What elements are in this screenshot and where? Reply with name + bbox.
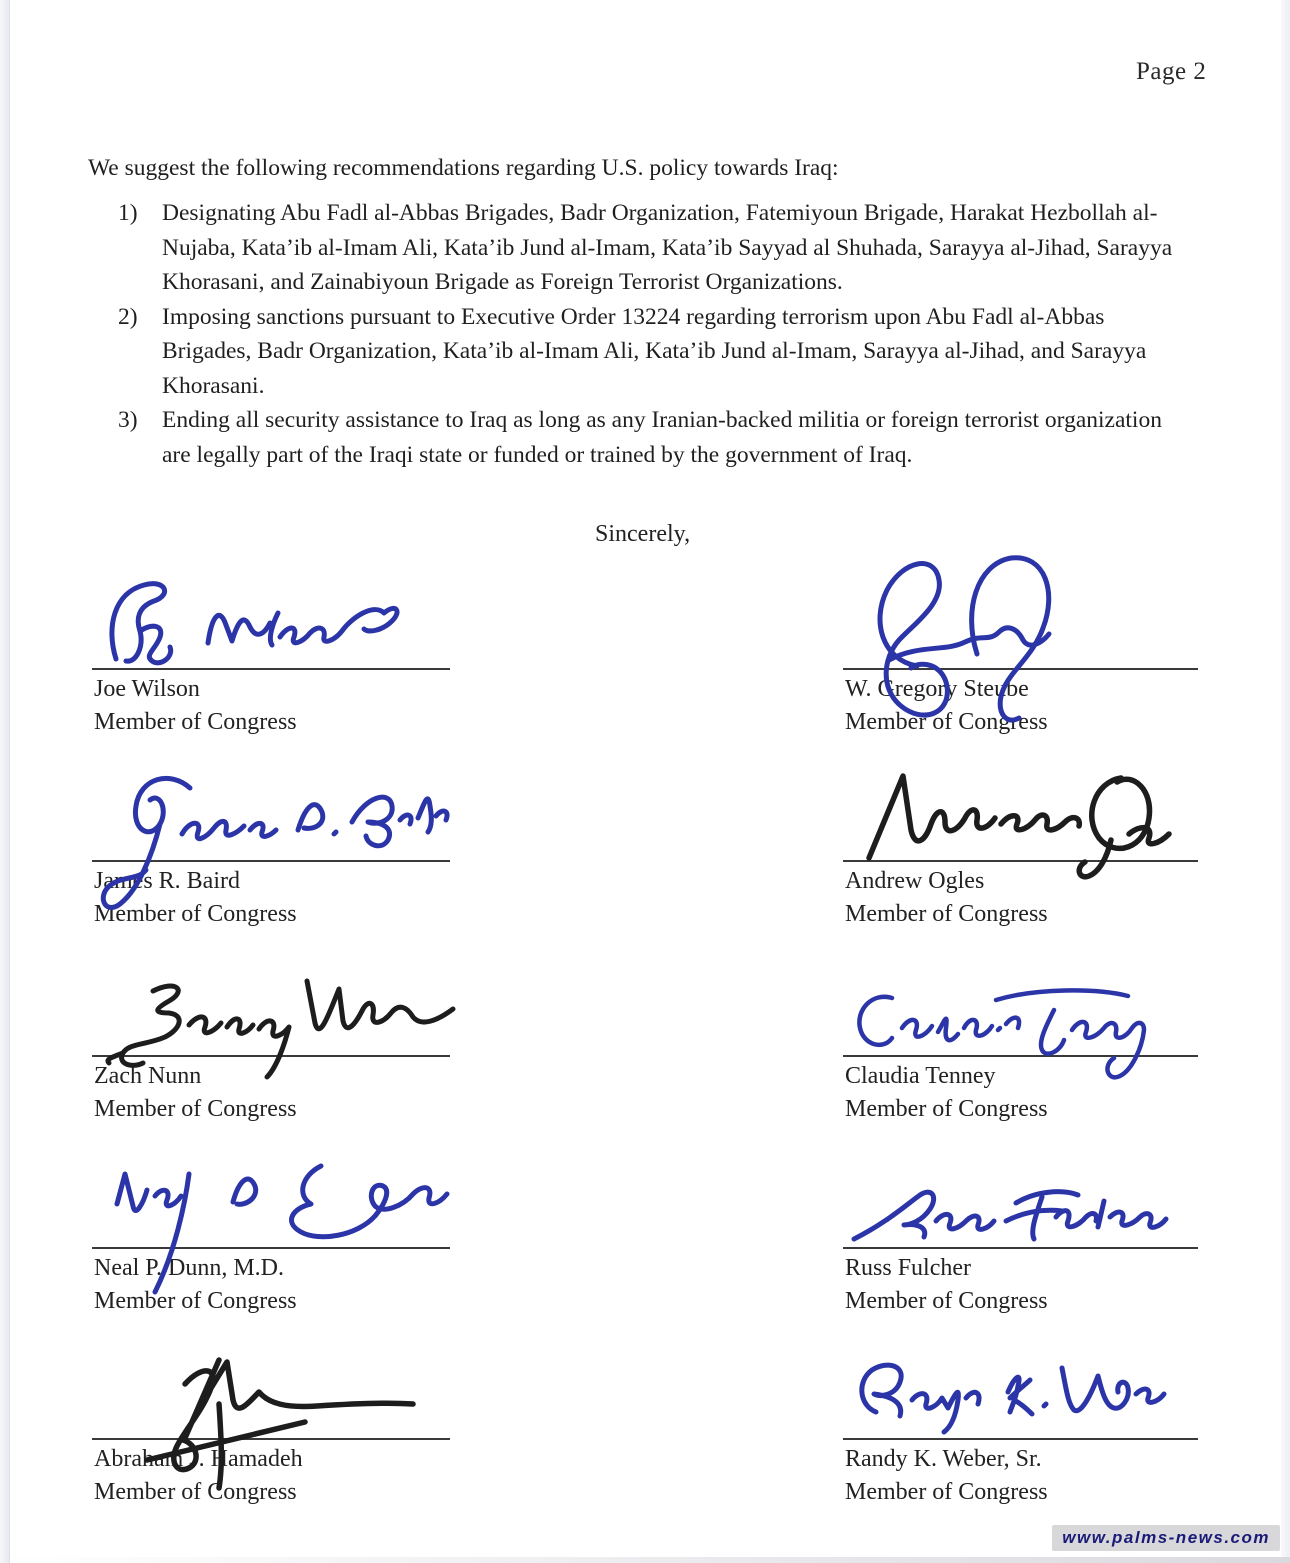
item-number: 1) [118,200,138,226]
closing-salutation: Sincerely, [595,521,691,547]
recommendation-item-3 [118,403,1178,472]
signature-ink-james-r-baird [94,760,424,922]
signature-line [92,860,450,862]
signer-name: James R. Baird [94,868,240,894]
signer-title: Member of Congress [845,1096,1048,1122]
scan-edge-left [0,0,10,1563]
watermark: www.palms-news.com [1052,1525,1280,1551]
signature-ink-russ-fulcher [848,1175,1168,1257]
signer-name: Russ Fulcher [845,1255,971,1281]
signer-name: Joe Wilson [94,676,200,702]
signature-line [92,1247,450,1249]
item-number: 3) [118,407,138,433]
signature-line [92,1055,450,1057]
signature-ink-abraham-j-hamadeh [127,1348,457,1500]
signature-line [843,1055,1198,1057]
scan-edge-bottom [0,1557,1290,1563]
signer-name: W. Gregory Steube [845,676,1029,702]
signer-title: Member of Congress [845,1479,1048,1505]
signature-ink-andrew-ogles [853,760,1173,882]
signer-title: Member of Congress [94,1479,297,1505]
signer-title: Member of Congress [845,709,1048,735]
signer-name: Claudia Tenney [845,1063,996,1089]
signer-title: Member of Congress [845,1288,1048,1314]
signer-title: Member of Congress [94,1096,297,1122]
intro-paragraph: We suggest the following recommendations regarding U.S. policy towards Iraq: [88,155,839,181]
item-number: 2) [118,303,138,330]
item-text: Ending all security assistance to Iraq as long as any Iranian-backed militia or foreign terrorist organization are legally part of the Iraqi state or funded or trained by the government of Iraq. [162,407,1162,468]
signer-title: Member of Congress [94,1288,297,1314]
signature-line [92,1438,450,1440]
signer-name: Andrew Ogles [845,868,985,894]
signature-line [843,1247,1198,1249]
signer-title: Member of Congress [94,901,297,927]
recommendation-item-2 [118,300,1178,404]
page-number: Page 2 [1136,58,1207,85]
item-text: Designating Abu Fadl al-Abbas Brigades, Badr Organization, Fatemiyoun Brigade, Harakat Hezbollah al-Nujaba, Kata’ib al-Imam Ali, Kata’ib Jund al-Imam, Kata’ib Sayyad al Shuhada, Sarayya al-Jihad, Sarayya Khorasani, and Zainabiyoun Brigade as Foreign Terrorist Organizations. [162,200,1173,295]
signer-name: Neal P. Dunn, M.D. [94,1255,284,1281]
recommendation-item-1 [118,196,1178,300]
signature-line [843,860,1198,862]
signature-line [843,668,1198,670]
signer-name: Abraham J. Hamadeh [94,1446,303,1472]
signature-ink-joe-wilson [100,563,410,675]
signer-name: Zach Nunn [94,1063,202,1089]
item-text: Imposing sanctions pursuant to Executive Order 13224 regarding terrorism upon Abu Fadl al-Abbas Brigades, Badr Organization, Kata’ib al-Imam Ali, Kata’ib Jund al-Imam, Sarayya al-Jihad, and Sarayya Khorasani. [162,303,1147,399]
signature-ink-randy-k-weber [848,1350,1178,1445]
signature-line [843,1438,1198,1440]
signature-line [92,668,450,670]
recommendations-list [118,196,1178,472]
scan-edge-right [1281,0,1290,1563]
signer-title: Member of Congress [845,901,1048,927]
signer-name: Randy K. Weber, Sr. [845,1446,1042,1472]
signer-title: Member of Congress [94,709,297,735]
